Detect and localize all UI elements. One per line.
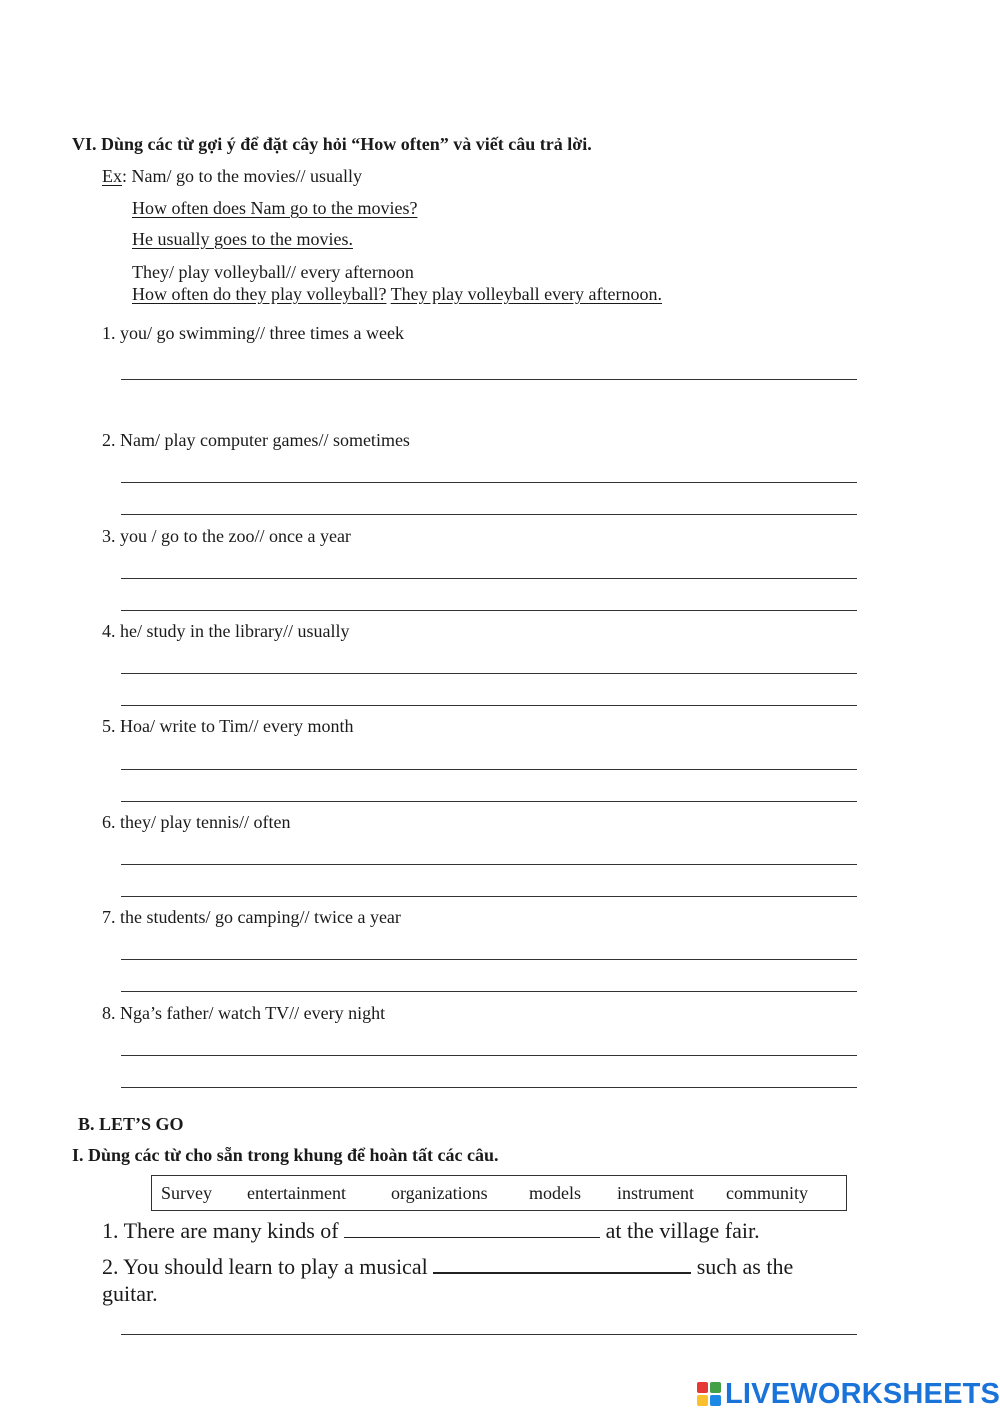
answer-line-5b[interactable]	[121, 801, 857, 802]
word-box-word: instrument	[617, 1183, 694, 1203]
brand-text: LIVEWORKSHEETS	[725, 1377, 1000, 1410]
example-prompt-text: : Nam/ go to the movies// usually	[122, 166, 362, 186]
answer-line-1a[interactable]	[121, 379, 857, 380]
sentence-2-before: 2. You should learn to play a musical	[102, 1254, 428, 1279]
example-label: Ex	[102, 166, 122, 186]
example-prompt	[102, 166, 362, 187]
logo-square-green	[710, 1382, 721, 1393]
item-5-prompt: 5. Hoa/ write to Tim// every month	[102, 716, 354, 736]
section-title: VI. Dùng các từ gợi ý để đặt cây hỏi “How often” và viết câu trả lời.	[72, 134, 592, 154]
answer-line-3b[interactable]	[121, 610, 857, 611]
answer-line-7b[interactable]	[121, 991, 857, 992]
exercise-1-title: I. Dùng các từ cho sẵn trong khung để hoàn tất các câu.	[72, 1145, 499, 1165]
item-1-prompt: 1. you/ go swimming// three times a week	[102, 323, 404, 343]
example-question: How often does Nam go to the movies?	[132, 198, 418, 218]
answer-line-4a[interactable]	[121, 673, 857, 674]
sentence-1-before: 1. There are many kinds of	[102, 1218, 339, 1243]
answer-line-4b[interactable]	[121, 705, 857, 706]
item-4-prompt: 4. he/ study in the library// usually	[102, 621, 350, 641]
word-box-word: entertainment	[247, 1183, 346, 1203]
example-answer-2: They play volleyball every afternoon.	[390, 284, 663, 304]
liveworksheets-logo	[697, 1378, 1000, 1410]
blank-1[interactable]	[344, 1236, 600, 1238]
logo-square-yellow	[697, 1395, 708, 1406]
logo-square-red	[697, 1382, 708, 1393]
blank-2[interactable]	[433, 1271, 691, 1274]
liveworksheets-logo-icon	[697, 1382, 721, 1406]
answer-line-b1[interactable]	[121, 1334, 857, 1335]
word-box-word: models	[529, 1183, 581, 1203]
sentence-2-wrap: guitar.	[102, 1281, 158, 1306]
word-box	[151, 1175, 847, 1211]
sentence-1	[102, 1218, 760, 1244]
item-3-prompt: 3. you / go to the zoo// once a year	[102, 526, 351, 546]
sentence-1-after: at the village fair.	[605, 1218, 760, 1243]
answer-line-2b[interactable]	[121, 514, 857, 515]
item-8-prompt: 8. Nga’s father/ watch TV// every night	[102, 1003, 386, 1023]
example-qa-2	[132, 284, 662, 305]
answer-line-3a[interactable]	[121, 578, 857, 579]
sentence-2	[102, 1254, 793, 1280]
logo-square-blue	[710, 1395, 721, 1406]
sentence-2-after: such as the	[696, 1254, 794, 1279]
word-box-word: organizations	[391, 1183, 488, 1203]
answer-line-6b[interactable]	[121, 896, 857, 897]
example-answer: He usually goes to the movies.	[132, 229, 353, 249]
item-7-prompt: 7. the students/ go camping// twice a year	[102, 907, 401, 927]
answer-line-7a[interactable]	[121, 959, 857, 960]
answer-line-6a[interactable]	[121, 864, 857, 865]
item-6-prompt: 6. they/ play tennis// often	[102, 812, 291, 832]
answer-line-5a[interactable]	[121, 769, 857, 770]
example-prompt-2: They/ play volleyball// every afternoon	[132, 262, 414, 282]
answer-line-2a[interactable]	[121, 482, 857, 483]
section-b-heading: B. LET’S GO	[78, 1114, 184, 1134]
example-question-2: How often do they play volleyball?	[132, 284, 387, 304]
answer-line-8a[interactable]	[121, 1055, 857, 1056]
item-2-prompt: 2. Nam/ play computer games// sometimes	[102, 430, 410, 450]
word-box-word: community	[726, 1183, 808, 1203]
word-box-word: Survey	[161, 1183, 212, 1203]
answer-line-8b[interactable]	[121, 1087, 857, 1088]
